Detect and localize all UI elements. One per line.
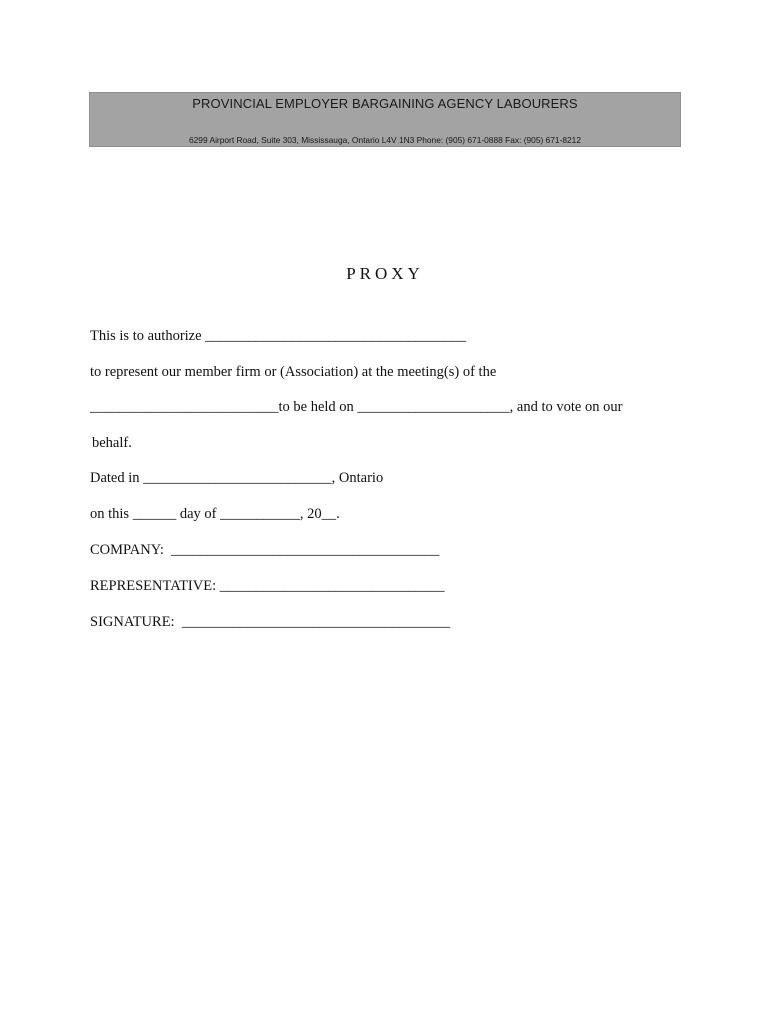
dated-in-line[interactable]: Dated in __________________________, Ontario [90, 470, 384, 486]
behalf-line: behalf. [92, 435, 132, 451]
document-title: PROXY [346, 264, 424, 283]
date-line[interactable]: on this ______ day of ___________, 20__. [90, 506, 340, 522]
authorize-line[interactable]: This is to authorize ____________________________________ [90, 328, 467, 344]
company-field[interactable]: COMPANY: _____________________________________ [90, 542, 440, 558]
representative-field[interactable]: REPRESENTATIVE: _______________________________ [90, 578, 445, 594]
organization-name: PROVINCIAL EMPLOYER BARGAINING AGENCY LABOURERS [192, 96, 578, 111]
organization-contact-info: 6299 Airport Road, Suite 303, Mississauga, Ontario L4V 1N3 Phone: (905) 671-0888 Fax: (905) 671-8212 [188, 135, 581, 145]
signature-field[interactable]: SIGNATURE: _____________________________________ [90, 614, 451, 630]
meeting-line[interactable]: __________________________to be held on _____________________, and to vote on our [90, 399, 623, 415]
letterhead-banner [89, 92, 681, 147]
represent-line: to represent our member firm or (Association) at the meeting(s) of the [90, 364, 497, 380]
